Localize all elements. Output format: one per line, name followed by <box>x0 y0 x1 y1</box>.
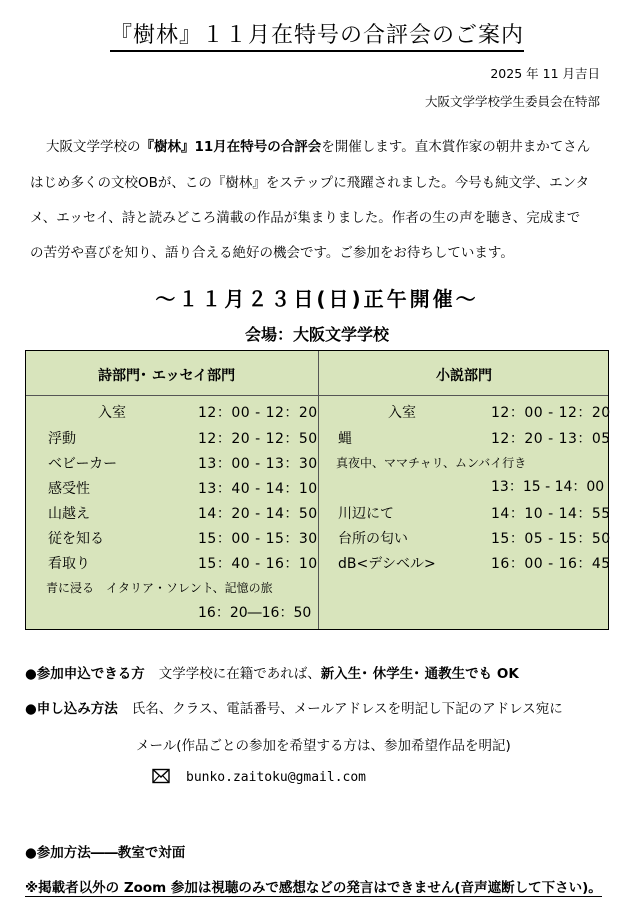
intro-emphasis: 『樹林』11月在特号の合評会 <box>140 139 322 155</box>
eligibility-emphasis: 新入生･ 休学生･ 通教生でも OK <box>320 666 519 682</box>
header-rule <box>26 395 318 396</box>
work-title: 感受性 <box>48 481 90 497</box>
zoom-notice: ※掲載者以外の Zoom 参加は視聴のみで感想などの発言はできません(音声遮断して下さい)。 <box>25 876 602 897</box>
apply-method-line-2: メール(作品ごとの参加を希望する方は、参加希望作品を明記) <box>136 738 511 754</box>
work-time: 12：20 - 13：05 <box>491 431 611 447</box>
column-divider <box>318 351 319 629</box>
work-time: 15：40 - 16：10 <box>198 556 318 572</box>
work-title: dB<デシベル> <box>338 556 436 572</box>
work-title: 川辺にて <box>338 506 394 522</box>
work-title: 従を知る <box>48 531 104 547</box>
eligibility-text: 文学学校に在籍であれば、 <box>158 666 321 682</box>
entry-label: 入室 <box>388 405 416 421</box>
apply-method-text: 氏名、クラス、電話番号、メールアドレスを明記し下記のアドレス宛に <box>131 701 563 717</box>
header-rule <box>318 395 608 396</box>
apply-method-label: ●申し込み方法 <box>25 701 118 717</box>
schedule-table <box>25 350 609 630</box>
issue-date: 2025 年 11 月吉日 <box>490 66 600 81</box>
intro-text: を開催します。直木賞作家の朝井まかてさん <box>321 139 591 155</box>
venue-label: 会場：大阪文学学校 <box>244 325 389 344</box>
entry-time: 12：00 - 12：20 <box>491 405 611 421</box>
work-time: 16：00 - 16：45 <box>491 556 611 572</box>
intro-line-2: はじめ多くの文校OBが、この『樹林』をステップに飛躍されました。今号も純文学、エンタ <box>30 175 590 191</box>
work-time: 15：00 - 15：30 <box>198 531 318 547</box>
intro-text: 大阪文学学校の <box>46 139 141 155</box>
work-time: 13：00 - 13：30 <box>198 456 318 472</box>
work-title: 真夜中、ママチャリ、ムンバイ行き <box>336 456 527 470</box>
work-time: 12：20 - 12：50 <box>198 431 318 447</box>
intro-line-3: メ、エッセイ、詩と読みどころ満載の作品が集まりました。作者の生の声を聴き、完成まで <box>30 210 581 226</box>
work-title: 看取り <box>48 556 90 572</box>
work-time: 14：20 - 14：50 <box>198 506 318 522</box>
envelope-icon <box>152 768 170 784</box>
novel-header: 小説部門 <box>436 368 492 384</box>
apply-method-line <box>25 697 563 717</box>
work-title: 山越え <box>48 506 90 522</box>
participation-method: ●参加方法――教室で対面 <box>25 845 186 861</box>
work-title: 台所の匂い <box>338 531 408 547</box>
work-time: 13：15 - 14：00 <box>491 479 605 495</box>
page-title: 『樹林』１１月在特号の合評会のご案内 <box>110 18 524 52</box>
contact-email[interactable]: bunko.zaitoku@gmail.com <box>186 770 367 785</box>
work-title: 浮動 <box>48 431 76 447</box>
eligibility-line <box>25 662 519 682</box>
work-title: ベビーカー <box>48 456 118 472</box>
eligibility-label: ●参加申込できる方 <box>25 666 145 682</box>
intro-line-4: の苦労や喜びを知り、語り合える絶好の機会です。ご参加をお待ちしています。 <box>30 245 514 261</box>
entry-label: 入室 <box>98 405 126 421</box>
organizer: 大阪文学学校学生委員会在特部 <box>424 94 600 109</box>
work-time: 13：40 - 14：10 <box>198 481 318 497</box>
work-title: 蝿 <box>338 431 352 447</box>
work-time: 15：05 - 15：50 <box>491 531 611 547</box>
entry-time: 12：00 - 12：20 <box>198 405 318 421</box>
intro-line-1 <box>46 135 590 155</box>
event-date-heading: ～１１月２３日(日)正午開催～ <box>155 287 479 311</box>
poetry-essay-header: 詩部門･ エッセイ部門 <box>98 368 236 384</box>
work-time: 14：10 - 14：55 <box>491 506 611 522</box>
work-time: 16：20―16：50 <box>198 605 312 621</box>
work-title: 青に浸る イタリア・ソレント、記憶の旅 <box>46 581 273 595</box>
